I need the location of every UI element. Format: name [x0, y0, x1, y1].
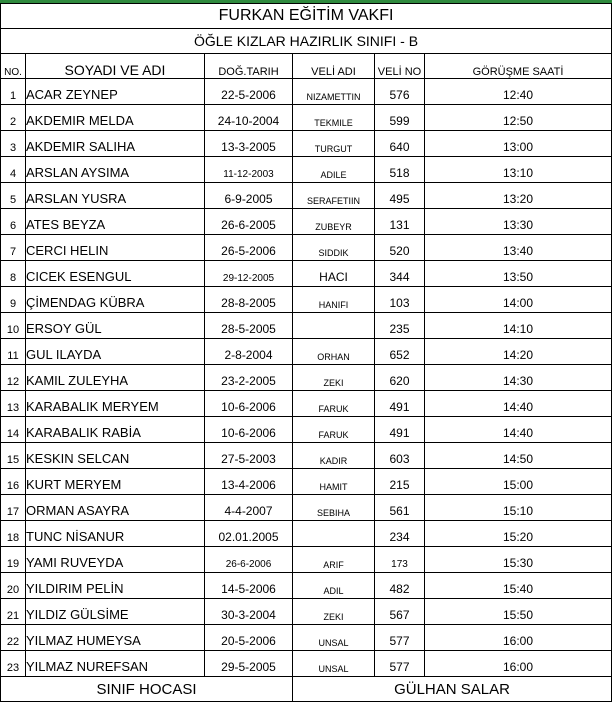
meeting-time: 13:40 — [425, 235, 612, 261]
student-name: YILDIZ GÜLSİME — [26, 599, 205, 625]
table-row — [1, 105, 612, 131]
parent-name: FARUK — [293, 417, 375, 443]
row-number: 10 — [1, 313, 26, 339]
meeting-time: 14:40 — [425, 417, 612, 443]
student-name: ARSLAN YUSRA — [26, 183, 205, 209]
meeting-time: 13:10 — [425, 157, 612, 183]
row-number: 4 — [1, 157, 26, 183]
meeting-time: 12:50 — [425, 105, 612, 131]
header-meeting-time: GÖRÜŞME SAATİ — [425, 54, 612, 79]
row-number: 22 — [1, 625, 26, 651]
student-name: KARABALIK MERYEM — [26, 391, 205, 417]
parent-number: 491 — [375, 391, 425, 417]
parent-name: UNSAL — [293, 625, 375, 651]
parent-name — [293, 313, 375, 339]
student-name: TUNC NİSANUR — [26, 521, 205, 547]
header-name: SOYADI VE ADI — [26, 54, 205, 79]
parent-name: TURGUT — [293, 131, 375, 157]
parent-name: SEBIHA — [293, 495, 375, 521]
row-number: 12 — [1, 365, 26, 391]
meeting-time: 14:30 — [425, 365, 612, 391]
student-name: CERCI HELIN — [26, 235, 205, 261]
meeting-time: 12:40 — [425, 79, 612, 105]
birth-date: 13-4-2006 — [205, 469, 293, 495]
student-name: KESKIN SELCAN — [26, 443, 205, 469]
student-name: GUL ILAYDA — [26, 339, 205, 365]
meeting-time: 15:50 — [425, 599, 612, 625]
teacher-name: GÜLHAN SALAR — [293, 677, 612, 702]
parent-number: 491 — [375, 417, 425, 443]
row-number: 7 — [1, 235, 26, 261]
table-row — [1, 391, 612, 417]
student-name: ERSOY GÜL — [26, 313, 205, 339]
parent-number: 235 — [375, 313, 425, 339]
birth-date: 29-5-2005 — [205, 651, 293, 677]
table-row — [1, 651, 612, 677]
meeting-time: 14:10 — [425, 313, 612, 339]
student-name: ACAR ZEYNEP — [26, 79, 205, 105]
birth-date: 10-6-2006 — [205, 417, 293, 443]
birth-date: 11-12-2003 — [205, 157, 293, 183]
parent-number: 577 — [375, 651, 425, 677]
table-row — [1, 313, 612, 339]
parent-number: 599 — [375, 105, 425, 131]
table-row — [1, 339, 612, 365]
student-name: AKDEMIR SALIHA — [26, 131, 205, 157]
row-number: 3 — [1, 131, 26, 157]
parent-name: ARIF — [293, 547, 375, 573]
table-row — [1, 469, 612, 495]
meeting-time: 15:40 — [425, 573, 612, 599]
table-row — [1, 209, 612, 235]
parent-name: ZEKI — [293, 365, 375, 391]
parent-number: 576 — [375, 79, 425, 105]
parent-number: 103 — [375, 287, 425, 313]
row-number: 18 — [1, 521, 26, 547]
parent-name: HAMIT — [293, 469, 375, 495]
parent-name: SIDDIK — [293, 235, 375, 261]
row-number: 16 — [1, 469, 26, 495]
student-name: ORMAN ASAYRA — [26, 495, 205, 521]
birth-date: 26-5-2006 — [205, 235, 293, 261]
header-no: NO. — [1, 54, 26, 79]
table-row — [1, 599, 612, 625]
student-name: KARABALIK RABİA — [26, 417, 205, 443]
parent-name: NIZAMETTIN — [293, 79, 375, 105]
birth-date: 20-5-2006 — [205, 625, 293, 651]
student-name: ARSLAN AYSIMA — [26, 157, 205, 183]
parent-number: 620 — [375, 365, 425, 391]
table-row — [1, 287, 612, 313]
parent-number: 567 — [375, 599, 425, 625]
parent-number: 518 — [375, 157, 425, 183]
meeting-time: 16:00 — [425, 651, 612, 677]
student-name: KURT MERYEM — [26, 469, 205, 495]
student-name: AKDEMIR MELDA — [26, 105, 205, 131]
table-row — [1, 131, 612, 157]
table-row — [1, 183, 612, 209]
parent-name: HANIFI — [293, 287, 375, 313]
row-number: 15 — [1, 443, 26, 469]
table-row — [1, 157, 612, 183]
table-row — [1, 521, 612, 547]
parent-name: SERAFETIIN — [293, 183, 375, 209]
table-row — [1, 573, 612, 599]
parent-number: 215 — [375, 469, 425, 495]
student-name: ÇİMENDAG KÜBRA — [26, 287, 205, 313]
class-roster-table — [0, 3, 612, 702]
birth-date: 30-3-2004 — [205, 599, 293, 625]
birth-date: 14-5-2006 — [205, 573, 293, 599]
parent-name: ORHAN — [293, 339, 375, 365]
birth-date: 22-5-2006 — [205, 79, 293, 105]
birth-date: 13-3-2005 — [205, 131, 293, 157]
meeting-time: 13:50 — [425, 261, 612, 287]
footer-row — [1, 677, 612, 702]
parent-number: 577 — [375, 625, 425, 651]
student-name: YAMI RUVEYDA — [26, 547, 205, 573]
meeting-time: 13:30 — [425, 209, 612, 235]
header-parent-no: VELİ NO — [375, 54, 425, 79]
table-row — [1, 261, 612, 287]
student-name: YILMAZ NUREFSAN — [26, 651, 205, 677]
parent-number: 520 — [375, 235, 425, 261]
row-number: 17 — [1, 495, 26, 521]
row-number: 2 — [1, 105, 26, 131]
header-row — [1, 54, 612, 79]
birth-date: 28-8-2005 — [205, 287, 293, 313]
parent-number: 495 — [375, 183, 425, 209]
meeting-time: 15:00 — [425, 469, 612, 495]
row-number: 1 — [1, 79, 26, 105]
birth-date: 6-9-2005 — [205, 183, 293, 209]
parent-number: 173 — [375, 547, 425, 573]
parent-name: ADILE — [293, 157, 375, 183]
row-number: 8 — [1, 261, 26, 287]
birth-date: 27-5-2003 — [205, 443, 293, 469]
meeting-time: 15:10 — [425, 495, 612, 521]
student-name: KAMIL ZULEYHA — [26, 365, 205, 391]
parent-name: FARUK — [293, 391, 375, 417]
parent-number: 652 — [375, 339, 425, 365]
table-row — [1, 79, 612, 105]
birth-date: 26-6-2005 — [205, 209, 293, 235]
birth-date: 23-2-2005 — [205, 365, 293, 391]
birth-date: 02.01.2005 — [205, 521, 293, 547]
birth-date: 29-12-2005 — [205, 261, 293, 287]
student-name: ATES BEYZA — [26, 209, 205, 235]
student-name: CICEK ESENGUL — [26, 261, 205, 287]
meeting-time: 14:20 — [425, 339, 612, 365]
meeting-time: 16:00 — [425, 625, 612, 651]
row-number: 20 — [1, 573, 26, 599]
parent-number: 234 — [375, 521, 425, 547]
teacher-label: SINIF HOCASI — [1, 677, 293, 702]
birth-date: 4-4-2007 — [205, 495, 293, 521]
meeting-time: 14:50 — [425, 443, 612, 469]
table-row — [1, 417, 612, 443]
row-number: 19 — [1, 547, 26, 573]
row-number: 21 — [1, 599, 26, 625]
table-row — [1, 495, 612, 521]
table-row — [1, 235, 612, 261]
table-row — [1, 365, 612, 391]
table-row — [1, 443, 612, 469]
row-number: 6 — [1, 209, 26, 235]
meeting-time: 15:20 — [425, 521, 612, 547]
parent-name: UNSAL — [293, 651, 375, 677]
sheet-subtitle: ÖĞLE KIZLAR HAZIRLIK SINIFI - B — [1, 29, 612, 54]
parent-number: 640 — [375, 131, 425, 157]
table-row — [1, 625, 612, 651]
row-number: 9 — [1, 287, 26, 313]
meeting-time: 13:20 — [425, 183, 612, 209]
table-row — [1, 547, 612, 573]
parent-number: 561 — [375, 495, 425, 521]
parent-name — [293, 521, 375, 547]
birth-date: 26-6-2006 — [205, 547, 293, 573]
parent-name: TEKMILE — [293, 105, 375, 131]
parent-number: 603 — [375, 443, 425, 469]
row-number: 13 — [1, 391, 26, 417]
birth-date: 28-5-2005 — [205, 313, 293, 339]
meeting-time: 14:00 — [425, 287, 612, 313]
parent-name: ZUBEYR — [293, 209, 375, 235]
parent-name: HACI — [293, 261, 375, 287]
subtitle-row — [1, 29, 612, 54]
header-parent-name: VELİ ADI — [293, 54, 375, 79]
row-number: 14 — [1, 417, 26, 443]
parent-number: 131 — [375, 209, 425, 235]
row-number: 5 — [1, 183, 26, 209]
birth-date: 2-8-2004 — [205, 339, 293, 365]
student-name: YILDIRIM PELİN — [26, 573, 205, 599]
meeting-time: 13:00 — [425, 131, 612, 157]
parent-name: ZEKI — [293, 599, 375, 625]
title-row — [1, 4, 612, 29]
row-number: 23 — [1, 651, 26, 677]
parent-number: 482 — [375, 573, 425, 599]
student-name: YILMAZ HUMEYSA — [26, 625, 205, 651]
parent-number: 344 — [375, 261, 425, 287]
parent-name: KADIR — [293, 443, 375, 469]
meeting-time: 14:40 — [425, 391, 612, 417]
header-birth-date: DOĞ.TARIH — [205, 54, 293, 79]
parent-name: ADIL — [293, 573, 375, 599]
birth-date: 10-6-2006 — [205, 391, 293, 417]
row-number: 11 — [1, 339, 26, 365]
meeting-time: 15:30 — [425, 547, 612, 573]
sheet-title: FURKAN EĞİTİM VAKFI — [1, 4, 612, 29]
birth-date: 24-10-2004 — [205, 105, 293, 131]
